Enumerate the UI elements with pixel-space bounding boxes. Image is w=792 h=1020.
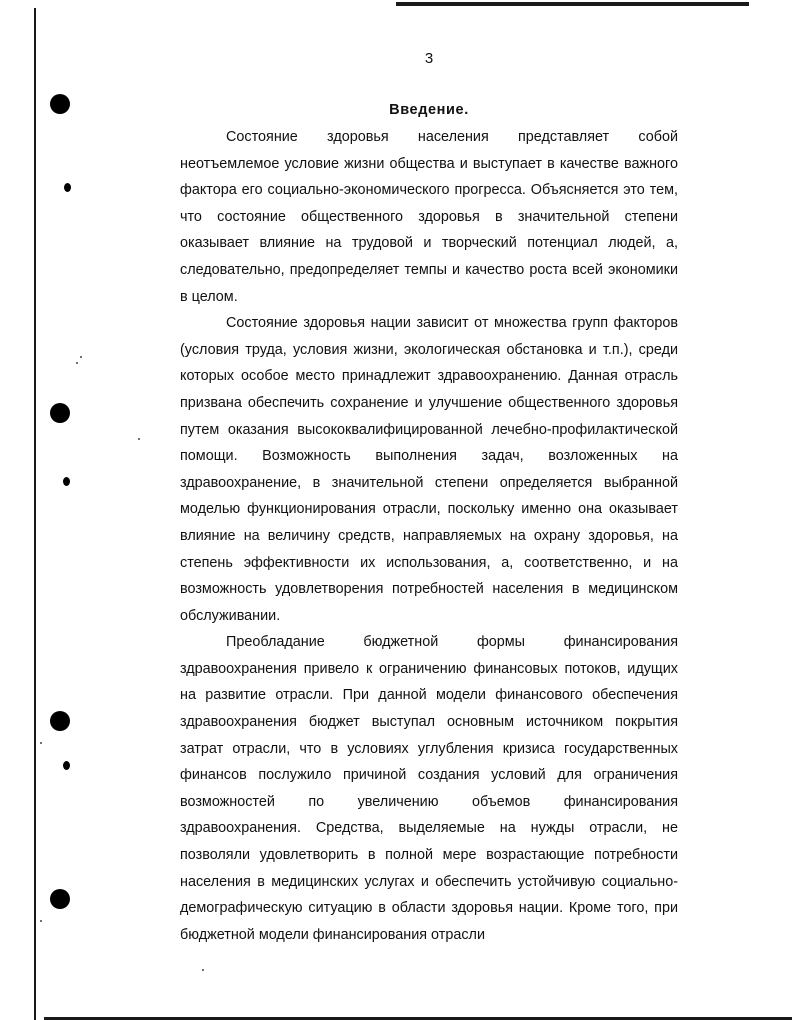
body-text [180,124,678,948]
page-number: 3 [424,50,434,67]
punch-hole [50,889,70,909]
scan-dust [138,438,140,440]
scan-dust [40,742,42,744]
scan-dust [202,969,204,971]
punch-speck [63,477,70,486]
punch-speck [64,183,71,192]
scan-dust [76,362,78,364]
punch-hole [50,94,70,114]
scan-left-border [34,8,36,1020]
page-heading: Введение. [389,102,469,118]
paragraph: Преобладание бюджетной формы финансирования здравоохранения привело к ограничению финансовых потоков, идущих на развитие отрасли. При данной модели финансового обеспечения здравоохранения бюджет выступал основным источником покрытия затрат отрасли, что в условиях углубления кризиса государственных финансов послужило причиной создания условий для ограничения возможностей по увеличению объемов финансирования здравоохранения. Средства, выделяемые на нужды отрасли, не позволяли удовлетворить в полной мере возрастающие потребности населения в медицинских услугах и обеспечить устойчивую социально-демографическую ситуацию в области здоровья нации. Кроме того, при бюджетной модели финансирования отрасли [180,634,678,943]
punch-hole [50,403,70,423]
punch-speck [63,761,70,770]
paragraph: Состояние здоровья нации зависит от множества групп факторов (условия труда, условия жизни, экологическая обстановка и т.п.), среди которых особое место принадлежит здравоохранению. Данная отрасль призвана обеспечить сохранение и улучшение общественного здоровья путем оказания высококвалифицированной лечебно-профилактической помощи. Возможность выполнения задач, возложенных на здравоохранение, в значительной степени определяется выбранной моделью функционирования отрасли, поскольку именно она оказывает влияние на величину средств, направляемых на охрану здоровья, на степень эффективности их использования, а, соответственно, и на возможность удовлетворения потребностей населения в медицинском обслуживании. [180,315,678,624]
paragraph: Состояние здоровья населения представляет собой неотъемлемое условие жизни общества и выступает в качестве важного фактора его социально-экономического прогресса. Объясняется это тем, что состояние общественного здоровья в значительной степени оказывает влияние на трудовой и творческий потенциал людей, а, следовательно, предопределяет темпы и качество роста всей экономики в целом. [180,129,678,305]
scan-dust [40,920,42,922]
scan-dust [80,356,82,358]
punch-hole [50,711,70,731]
scan-top-border [396,2,749,6]
